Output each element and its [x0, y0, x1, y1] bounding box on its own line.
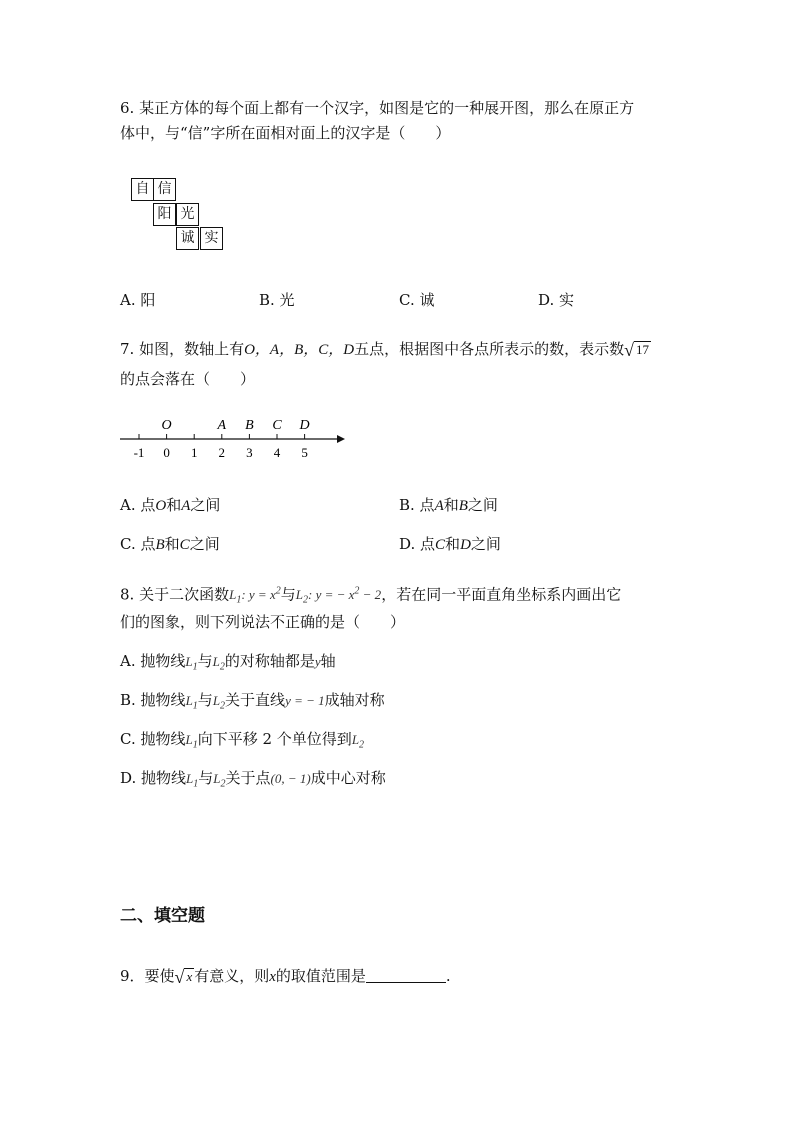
section-title: 二、填空题 — [120, 906, 205, 926]
q8-a-pre: A. 抛物线 — [120, 652, 186, 670]
net-cell-guang: 光 — [176, 203, 199, 226]
axis-tick-label: 3 — [246, 445, 253, 460]
q8-L1: L — [229, 587, 237, 603]
axis-tick-label: 1 — [190, 445, 198, 460]
q7-points: O，A，B，C，D — [244, 342, 355, 358]
sqrt-17 — [624, 340, 651, 360]
q8-a-y: y — [314, 654, 321, 669]
axis-tick-label: 2 — [218, 445, 226, 460]
q9-mid: 有意义，则 — [194, 967, 270, 985]
q8-d-L2 — [213, 771, 226, 790]
q6-stem-line1: 6. 某正方体的每个面上都有一个汉字，如图是它的一种展开图，那么在原正方 — [120, 99, 635, 117]
L-letter: L — [212, 654, 220, 669]
q8-L2-sup: 2 — [354, 586, 360, 597]
net-cell-shi: 实 — [200, 227, 223, 250]
radical-sign-icon: √ — [624, 340, 634, 360]
q7-a-mid: 和 — [166, 496, 182, 514]
axis-tick-label: 0 — [163, 445, 170, 460]
q7-stem-line1 — [120, 339, 651, 360]
q8-d-post: 关于点 — [225, 769, 271, 787]
q9-end: . — [445, 967, 451, 985]
point-label: B — [245, 418, 254, 433]
q7-c-mid: 和 — [164, 535, 180, 553]
q8-option-c[interactable] — [120, 729, 364, 756]
L-sub: 1 — [192, 661, 198, 673]
q7-b-mid: 和 — [443, 496, 459, 514]
q7-a-post: 之间 — [190, 496, 221, 514]
q8-a-mid: 与 — [197, 652, 213, 670]
q8-c-L1 — [185, 732, 198, 751]
L-sub: 2 — [359, 739, 365, 751]
q6-option-d[interactable]: D. 实 — [538, 291, 575, 309]
q8-L1-sub: 1 — [236, 594, 242, 606]
q7-option-b[interactable] — [399, 494, 498, 515]
q8-b-end: 成轴对称 — [324, 691, 385, 709]
q7-option-c[interactable] — [120, 533, 220, 554]
net-cell-cheng: 诚 — [176, 227, 199, 250]
net-cell-yang: 阳 — [153, 203, 176, 226]
L-letter: L — [212, 693, 221, 708]
axis-tick-label: -1 — [133, 445, 145, 460]
q9-prefix: 9．要使 — [120, 967, 175, 985]
q8-b-post: 关于直线 — [225, 691, 286, 709]
q8-b-expr: y = − 1 — [285, 693, 325, 708]
L-sub: 2 — [219, 661, 225, 673]
L-letter: L — [186, 771, 194, 786]
q8-b-L2 — [212, 693, 226, 712]
q7-d-post: 之间 — [470, 535, 501, 553]
L-sub: 2 — [220, 700, 226, 712]
q9-var: x — [269, 969, 276, 985]
q7-prefix: 7. 如图，数轴上有 — [120, 340, 245, 358]
sqrt-x — [175, 967, 195, 987]
point-label: A — [217, 418, 227, 433]
q8-a-L2 — [212, 654, 225, 673]
sqrt-radicand: 17 — [636, 342, 649, 357]
q7-b-post: 之间 — [467, 496, 498, 514]
L-letter: L — [185, 732, 193, 747]
q8-option-a[interactable] — [120, 651, 336, 678]
q6-option-c[interactable]: C. 诚 — [399, 291, 435, 309]
L-letter: L — [213, 771, 221, 786]
L-sub: 1 — [192, 739, 198, 751]
q8-L2: L — [295, 587, 303, 603]
number-line-figure — [115, 410, 350, 465]
L-letter: L — [351, 732, 360, 747]
q9-tail: 的取值范围是 — [275, 967, 366, 985]
q8-L1-sup: 2 — [275, 586, 281, 597]
q7-c-p2: C — [179, 537, 190, 553]
point-label: O — [161, 418, 172, 433]
q8-c-post: 向下平移 2 个单位得到 — [197, 730, 352, 748]
q8-a-end: 轴 — [320, 652, 336, 670]
q8-b-L1 — [185, 693, 198, 712]
q7-a-pre: A. 点 — [120, 496, 156, 514]
q8-L1-expr: : y = x — [241, 587, 276, 603]
q7-b-p2: B — [458, 498, 468, 514]
q8-c-pre: C. 抛物线 — [120, 730, 186, 748]
q8-L2-tail: − 2 — [359, 587, 382, 603]
L-sub: 2 — [220, 778, 226, 790]
q7-option-d[interactable] — [399, 533, 501, 554]
net-cell-xin: 信 — [153, 178, 176, 201]
q8-option-b[interactable] — [120, 690, 385, 717]
L-letter: L — [185, 693, 193, 708]
q8-stem-line1 — [120, 582, 621, 611]
q8-d-L1 — [186, 771, 199, 790]
L-sub: 1 — [192, 700, 198, 712]
q7-option-a[interactable] — [120, 494, 220, 515]
sqrt-radicand: x — [186, 969, 193, 984]
q8-option-d[interactable] — [120, 768, 386, 795]
axis-tick-label: 4 — [273, 445, 281, 460]
point-label: C — [272, 418, 282, 433]
L-letter: L — [185, 654, 193, 669]
q9-stem — [120, 966, 451, 987]
q8-b-mid: 与 — [197, 691, 213, 709]
q7-a-p1: O — [155, 498, 167, 514]
q7-c-post: 之间 — [189, 535, 220, 553]
q8-b-pre: B. 抛物线 — [120, 691, 186, 709]
L-sub: 1 — [193, 778, 199, 790]
q8-d-expr: (0, − 1) — [270, 771, 311, 786]
q7-mid: 五点，根据图中各点所表示的数，表示数 — [354, 340, 625, 358]
q7-c-p1: B — [155, 537, 165, 553]
q8-L2-sub: 2 — [302, 594, 308, 606]
q6-option-b[interactable]: B. 光 — [259, 291, 295, 309]
q7-d-mid: 和 — [445, 535, 461, 553]
q8-d-pre: D. 抛物线 — [120, 769, 187, 787]
arrow-right-icon — [337, 435, 345, 443]
q8-L2-def — [295, 586, 382, 606]
q8-prefix: 8. 关于二次函数 — [120, 585, 230, 604]
q8-d-mid: 与 — [198, 769, 214, 787]
net-cell-zi: 自 — [131, 178, 154, 201]
q7-d-p1: C — [435, 537, 446, 553]
q8-and: 与 — [280, 585, 296, 604]
q8-d-end: 成中心对称 — [310, 769, 386, 787]
point-label: D — [299, 418, 310, 433]
q7-b-pre: B. 点 — [399, 496, 435, 514]
q7-d-p2: D — [460, 537, 471, 553]
q7-a-p2: A — [181, 498, 191, 514]
q8-stem-line2: 们的图象，则下列说法不正确的是（ ） — [120, 613, 406, 631]
q8-L1-def — [229, 586, 281, 606]
q7-stem-line2: 的点会落在（ ） — [120, 370, 256, 388]
q8-a-L1 — [185, 654, 198, 673]
q8-L2-expr: : y = − x — [307, 587, 355, 603]
q8-tail: ，若在同一平面直角坐标系内画出它 — [381, 585, 622, 604]
q7-d-pre: D. 点 — [399, 535, 436, 553]
q7-b-p1: A — [434, 498, 444, 514]
radical-sign-icon: √ — [174, 967, 185, 987]
q8-a-post: 的对称轴都是 — [224, 652, 315, 670]
q6-option-a[interactable]: A. 阳 — [120, 291, 156, 309]
q8-c-L2 — [351, 732, 365, 751]
axis-tick-label: 5 — [301, 445, 308, 460]
q6-stem-line2: 体中，与“信”字所在面相对面上的汉字是（ ） — [120, 124, 451, 142]
q7-c-pre: C. 点 — [120, 535, 156, 553]
answer-blank[interactable] — [366, 968, 446, 983]
